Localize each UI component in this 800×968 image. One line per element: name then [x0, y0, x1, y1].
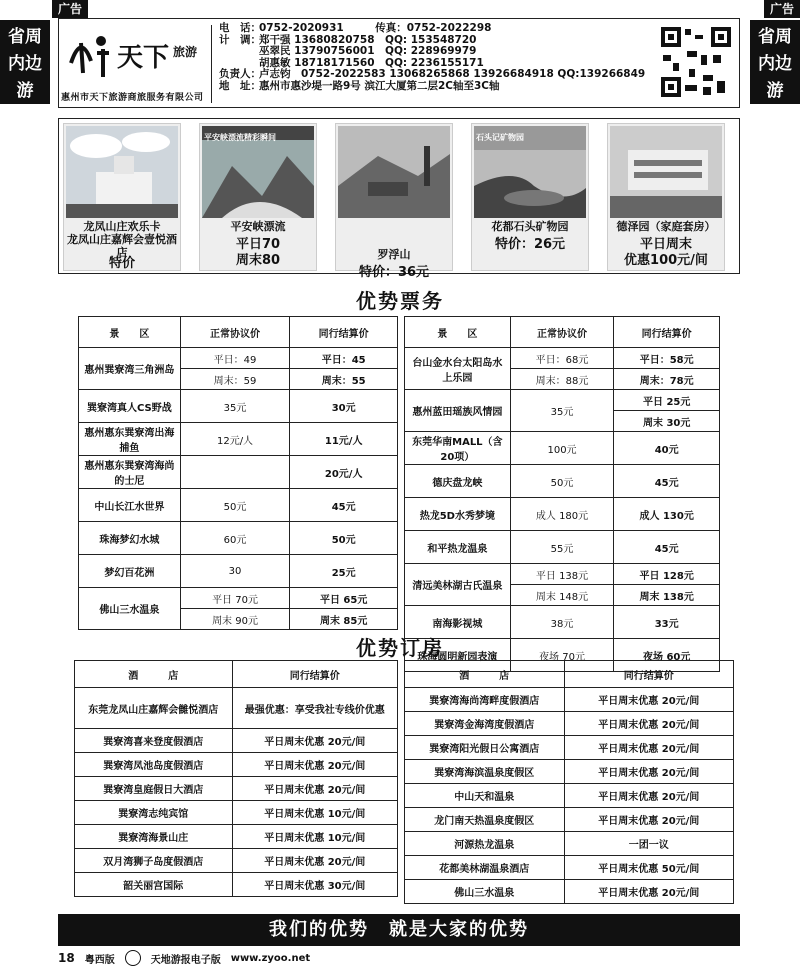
normal-price: 60元	[180, 522, 290, 555]
scenic-name: 佛山三水温泉	[79, 588, 181, 630]
attraction-name: 龙凤山庄嘉辉会壹悦酒店	[67, 233, 177, 259]
contact-text: 惠州市惠沙堤一路9号 滨江大厦第二层2C轴至3C轴	[259, 79, 500, 92]
attraction-photo	[338, 126, 450, 218]
normal-price: 55元	[510, 531, 614, 564]
normal-price: 100元	[510, 432, 614, 465]
attraction-name: 花都石头矿物园	[491, 220, 569, 233]
hotel-name: 花都美林湖温泉酒店	[405, 856, 565, 880]
table-row	[79, 348, 398, 369]
attraction-card[interactable]	[199, 123, 317, 271]
hotel-price: 平日周末优惠 20元/间	[564, 736, 733, 760]
normal-price: 35元	[510, 390, 614, 432]
contact-label: 地 址：	[219, 79, 261, 92]
contact-row	[219, 81, 645, 93]
scenic-name: 珠海梦幻水城	[79, 522, 181, 555]
ad-label-left: 广告	[52, 0, 88, 18]
normal-price: 35元	[180, 390, 290, 423]
peer-price: 夜场 60元	[614, 639, 720, 672]
attraction-price: 周末80	[235, 253, 281, 268]
scenic-name: 惠州惠东巽寮湾出海捕鱼	[79, 423, 181, 456]
peer-price: 成人 130元	[614, 498, 720, 531]
table-row	[405, 712, 734, 736]
normal-price: 50元	[510, 465, 614, 498]
table-row	[75, 688, 398, 729]
peer-price: 40元	[614, 432, 720, 465]
page-footer	[58, 950, 310, 966]
table-row	[405, 808, 734, 832]
peer-price: 平日 25元	[614, 390, 720, 411]
logo-main-text: 天下	[117, 43, 170, 73]
edition-label: 粤西版	[84, 954, 115, 966]
tickets-table-right	[404, 316, 720, 672]
scenic-name: 惠州惠东巽寮湾海尚的士尼	[79, 456, 181, 489]
hotel-price: 最强优惠：享受我社专线价优惠	[232, 688, 397, 729]
company-name: 惠州市天下旅游商旅服务有限公司	[61, 93, 204, 103]
scenic-name: 南海影视城	[405, 606, 511, 639]
contact-label: 电 话：	[219, 22, 261, 34]
column-header: 同行结算价	[614, 317, 720, 348]
normal-price: 周末 148元	[510, 585, 614, 606]
side-label-left	[0, 20, 50, 104]
side-label-line: 省周	[8, 27, 42, 47]
contact-label: 计 调：	[219, 33, 261, 46]
hotel-name: 巽寮湾凤池岛度假酒店	[75, 753, 233, 777]
table-row	[75, 849, 398, 873]
side-label-line: 游	[16, 81, 34, 101]
contact-row	[219, 69, 645, 81]
normal-price: 50元	[180, 489, 290, 522]
hotel-price: 平日周末优惠 20元/间	[232, 729, 397, 753]
scenic-name: 热龙5D水秀梦境	[405, 498, 511, 531]
table-row	[405, 531, 720, 564]
contact-label	[219, 46, 259, 58]
contact-text: 郑干强 13680820758 QQ: 153548720	[259, 33, 477, 46]
photo-caption: 石头记矿物园	[476, 133, 524, 142]
side-label-line: 游	[766, 81, 784, 101]
hotel-name: 双月湾狮子岛度假酒店	[75, 849, 233, 873]
table-row	[75, 729, 398, 753]
peer-price: 平日：58元	[614, 348, 720, 369]
slogan-banner: 我们的优势 就是大家的优势	[58, 914, 740, 946]
table-row	[405, 564, 720, 585]
peer-price: 周末 30元	[614, 411, 720, 432]
hotel-price: 平日周末优惠 10元/间	[232, 825, 397, 849]
peer-price: 45元	[614, 531, 720, 564]
table-row	[79, 522, 398, 555]
table-row	[75, 825, 398, 849]
table-row	[405, 736, 734, 760]
hotel-price: 平日周末优惠 20元/间	[564, 880, 733, 904]
contact-text: 卢志钧 0752-2022583 13068265868 13926684918 QQ:139266849	[259, 68, 646, 80]
website-link[interactable]: www.zyoo.net	[230, 952, 311, 964]
ad-label-right: 广告	[764, 0, 800, 18]
scenic-name: 梦幻百花洲	[79, 555, 181, 588]
attraction-card[interactable]	[607, 123, 725, 271]
peer-price: 平日 128元	[614, 564, 720, 585]
hotel-name: 河源热龙温泉	[405, 832, 565, 856]
hotel-price: 平日周末优惠 20元/间	[564, 808, 733, 832]
peer-price: 周末：78元	[614, 369, 720, 390]
scenic-name: 巽寮湾真人CS野战	[79, 390, 181, 423]
hotel-name: 龙门南天热温泉度假区	[405, 808, 565, 832]
table-row	[405, 832, 734, 856]
hotel-name: 巽寮湾海尚湾畔度假酒店	[405, 688, 565, 712]
table-row	[75, 873, 398, 897]
logo-sub-text: 旅游	[173, 45, 198, 59]
normal-price: 12元/人	[180, 423, 290, 456]
newspaper-logo-icon	[125, 950, 141, 966]
normal-price	[180, 456, 290, 489]
attraction-photo	[66, 126, 178, 218]
table-row	[405, 465, 720, 498]
hotel-price: 平日周末优惠 20元/间	[564, 712, 733, 736]
table-row	[79, 423, 398, 456]
normal-price: 平日：68元	[510, 348, 614, 369]
contact-text: 胡惠敏 18718171560 QQ: 2236155171	[259, 56, 484, 69]
hotels-section-title: 优势订房	[356, 636, 444, 660]
normal-price: 平日：49	[180, 348, 290, 369]
attraction-price: 优惠100元/间	[624, 253, 708, 268]
contact-text: 0752-2020931 传真：0752-2022298	[259, 22, 492, 34]
attraction-price: 平日周末	[639, 237, 692, 252]
column-header: 同行结算价	[232, 661, 397, 688]
column-header: 酒 店	[405, 661, 565, 688]
scenic-name: 珠海圆明新园表演	[405, 639, 511, 672]
table-header-row	[405, 661, 734, 688]
hotel-name: 佛山三水温泉	[405, 880, 565, 904]
hotel-name: 巽寮湾皇庭假日大酒店	[75, 777, 233, 801]
agency-header	[58, 18, 740, 108]
peer-price: 周末 138元	[614, 585, 720, 606]
table-row	[79, 390, 398, 423]
peer-price: 50元	[290, 522, 398, 555]
hotel-price: 平日周末优惠 20元/间	[232, 849, 397, 873]
normal-price: 30	[180, 555, 290, 588]
attraction-price: 特价	[108, 256, 135, 271]
scenic-name: 德庆盘龙峡	[405, 465, 511, 498]
side-label-line: 内边	[758, 54, 792, 74]
attraction-price: 特价：36元	[358, 265, 430, 280]
scenic-name: 惠州蓝田瑶族风情园	[405, 390, 511, 432]
newspaper-name: 天地游报电子版	[150, 954, 221, 966]
hotel-price: 平日周末优惠 20元/间	[564, 760, 733, 784]
peer-price: 平日：45	[290, 348, 398, 369]
contact-text: 巫翠民 13790756001 QQ: 228969979	[259, 45, 477, 57]
table-row	[405, 856, 734, 880]
scenic-name: 和平热龙温泉	[405, 531, 511, 564]
hotel-price: 平日周末优惠 20元/间	[232, 753, 397, 777]
table-row	[79, 588, 398, 609]
page-number: 18	[58, 951, 75, 965]
tickets-section-title: 优势票务	[356, 289, 444, 313]
tickets-table-left	[78, 316, 398, 630]
hotel-price: 平日周末优惠 30元/间	[232, 873, 397, 897]
table-header-row	[79, 317, 398, 348]
normal-price: 38元	[510, 606, 614, 639]
hotel-name: 巽寮湾志纯宾馆	[75, 801, 233, 825]
peer-price: 周末 85元	[290, 609, 398, 630]
column-header: 正常协议价	[510, 317, 614, 348]
hotel-name: 巽寮湾喜来登度假酒店	[75, 729, 233, 753]
column-header: 景 区	[405, 317, 511, 348]
attraction-price: 平日70	[235, 237, 281, 252]
hotel-name: 韶关丽宫国际	[75, 873, 233, 897]
photo-caption: 平安峡漂流精彩瞬间	[204, 133, 276, 142]
hotel-price: 平日周末优惠 20元/间	[564, 784, 733, 808]
table-row	[79, 555, 398, 588]
peer-price: 25元	[290, 555, 398, 588]
peer-price: 45元	[290, 489, 398, 522]
attraction-name: 龙凤山庄欢乐卡	[83, 220, 161, 233]
hotel-name: 巽寮湾海景山庄	[75, 825, 233, 849]
hotel-name: 巽寮湾阳光假日公寓酒店	[405, 736, 565, 760]
table-row	[75, 777, 398, 801]
peer-price: 平日 65元	[290, 588, 398, 609]
attraction-photo	[610, 126, 722, 218]
peer-price: 30元	[290, 390, 398, 423]
column-header: 同行结算价	[290, 317, 398, 348]
scenic-name: 惠州巽寮湾三角洲岛	[79, 348, 181, 390]
table-header-row	[405, 317, 720, 348]
normal-price: 夜场 70元	[510, 639, 614, 672]
table-row	[75, 753, 398, 777]
column-header: 酒 店	[75, 661, 233, 688]
peer-price: 20元/人	[290, 456, 398, 489]
table-row	[405, 390, 720, 411]
hotel-name: 巽寮湾金海湾度假酒店	[405, 712, 565, 736]
hotel-price: 平日周末优惠 10元/间	[232, 801, 397, 825]
column-header: 正常协议价	[180, 317, 290, 348]
contact-row	[219, 46, 645, 58]
table-row	[75, 801, 398, 825]
table-row	[405, 784, 734, 808]
attraction-name: 德泽园（家庭套房）	[616, 220, 716, 233]
contact-row	[219, 23, 645, 35]
table-row	[405, 760, 734, 784]
normal-price: 周末：88元	[510, 369, 614, 390]
attraction-price: 特价：26元	[494, 237, 566, 252]
normal-price: 平日 138元	[510, 564, 614, 585]
side-label-line: 内边	[8, 54, 42, 74]
header-divider	[211, 25, 212, 103]
table-header-row	[75, 661, 398, 688]
qr-code-icon[interactable]	[659, 25, 733, 99]
peer-price: 11元/人	[290, 423, 398, 456]
side-label-right	[750, 20, 800, 104]
normal-price: 成人 180元	[510, 498, 614, 531]
column-header: 景 区	[79, 317, 181, 348]
table-row	[405, 880, 734, 904]
table-row	[405, 498, 720, 531]
table-row	[405, 432, 720, 465]
scenic-name: 中山长江水世界	[79, 489, 181, 522]
hotel-price: 平日周末优惠 20元/间	[564, 688, 733, 712]
hotel-name: 东莞龙凤山庄嘉辉会雠悦酒店	[75, 688, 233, 729]
table-row	[405, 688, 734, 712]
normal-price: 周末：59	[180, 369, 290, 390]
hotel-name: 中山天和温泉	[405, 784, 565, 808]
hotels-table-right	[404, 660, 734, 904]
scenic-name: 台山金水台太阳岛水上乐园	[405, 348, 511, 390]
normal-price: 平日 70元	[180, 588, 290, 609]
attraction-name: 平安峡漂流	[230, 220, 286, 233]
hotels-table-left	[74, 660, 398, 897]
hotel-name: 巽寮湾海滨温泉度假区	[405, 760, 565, 784]
side-label-line: 省周	[758, 27, 792, 47]
attraction-card[interactable]	[63, 123, 181, 271]
peer-price: 周末：55	[290, 369, 398, 390]
contact-list	[219, 23, 645, 92]
contact-label: 负责人：	[219, 68, 261, 80]
hotel-price: 平日周末优惠 50元/间	[564, 856, 733, 880]
peer-price: 33元	[614, 606, 720, 639]
attraction-card[interactable]	[335, 123, 453, 280]
normal-price: 周末 90元	[180, 609, 290, 630]
attraction-card[interactable]	[471, 123, 589, 271]
hotel-price: 平日周末优惠 20元/间	[232, 777, 397, 801]
table-row	[79, 456, 398, 489]
attraction-name: 罗浮山	[377, 248, 411, 261]
scenic-name: 清远美林湖古氏温泉	[405, 564, 511, 606]
table-row	[405, 348, 720, 369]
scenic-name: 东莞华南MALL（含20项）	[405, 432, 511, 465]
column-header: 同行结算价	[564, 661, 733, 688]
table-row	[79, 489, 398, 522]
hotel-price: 一团一议	[564, 832, 733, 856]
attraction-photo-strip	[58, 118, 740, 280]
peer-price: 45元	[614, 465, 720, 498]
